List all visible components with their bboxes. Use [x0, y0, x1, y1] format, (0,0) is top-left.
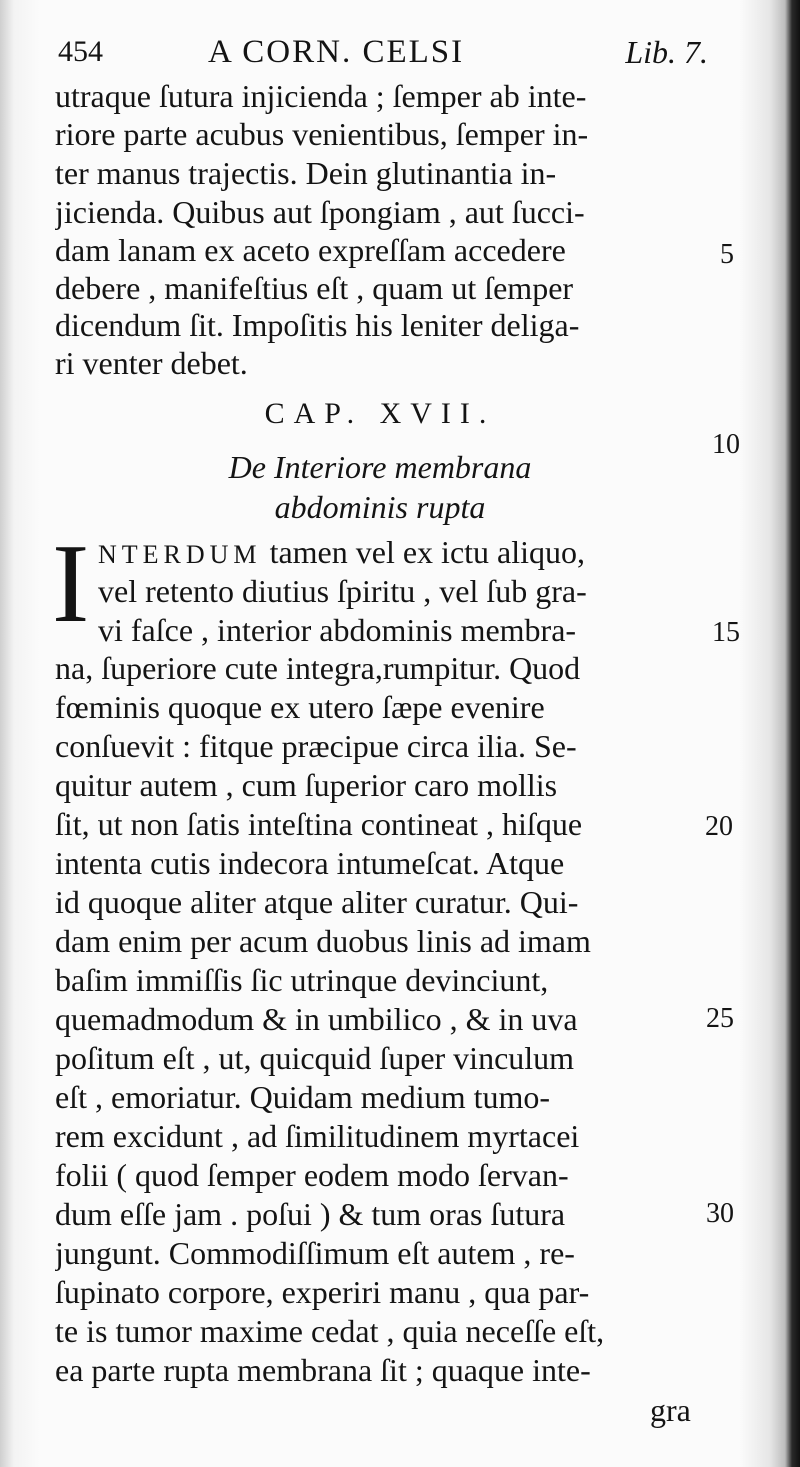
- line-number-20: 20: [705, 811, 733, 842]
- chapter-subtitle: De Interiore membrana: [228, 449, 532, 485]
- text-line: quemadmodum & in umbilico , & in uva: [55, 1001, 578, 1037]
- text-line: utraque ſutura injicienda ; ſemper ab inte-: [55, 78, 587, 114]
- text-line: debere , manifeſtius eſt , quam ut ſemper: [55, 270, 574, 306]
- chapter-heading: CAP. XVII.: [264, 397, 496, 430]
- text-line: dicendum ſit. Impoſitis his leniter deliga-: [55, 307, 580, 343]
- book-reference: Lib. 7.: [625, 34, 708, 70]
- running-title: A CORN. CELSI: [208, 34, 465, 70]
- page-header: [58, 30, 708, 74]
- chapter-subtitle: abdominis rupta: [274, 489, 486, 525]
- text-line: vi faſce , interior abdominis membra-: [98, 612, 577, 648]
- text-line: baſim immiſſis ſic utrinque devinciunt,: [55, 962, 549, 998]
- text-line: ſit, ut non ſatis inteſtina contineat , hiſque: [55, 806, 583, 842]
- text-line: ter manus trajectis. Dein glutinantia in-: [55, 155, 557, 191]
- text-line: dum eſſe jam . poſui ) & tum oras ſutura: [55, 1196, 566, 1232]
- catchword: gra: [650, 1392, 691, 1428]
- line-number-5: 5: [720, 239, 734, 270]
- first-word-smallcaps: NTERDUM: [98, 540, 262, 569]
- text-line: ſupinato corpore, experiri manu , qua par-: [55, 1274, 590, 1310]
- text-line: folii ( quod ſemper eodem modo ſervan-: [55, 1157, 569, 1193]
- text-line: ea parte rupta membrana ſit ; quaque inte-: [55, 1352, 591, 1388]
- text-line: id quoque aliter atque aliter curatur. Qui-: [55, 884, 579, 920]
- text-line: intenta cutis indecora intumeſcat. Atque: [55, 845, 565, 881]
- text-line: vel retento diutius ſpiritu , vel ſub gra-: [98, 573, 587, 609]
- line-number-10: 10: [712, 429, 740, 460]
- text-line: ri venter debet.: [55, 345, 248, 381]
- line-number-25: 25: [706, 1003, 734, 1034]
- text-line: na, ſuperiore cute integra,rumpitur. Quod: [55, 650, 581, 686]
- text-line: quitur autem , cum ſuperior caro mollis: [55, 767, 558, 803]
- first-line-rest: tamen vel ex ictu aliquo,: [261, 534, 586, 570]
- text-line: dam lanam ex aceto expreſſam accedere: [55, 232, 566, 268]
- text-line: riore parte acubus venientibus, ſemper in-: [55, 116, 589, 152]
- drop-cap: I: [52, 522, 90, 646]
- line-number-15: 15: [712, 617, 740, 648]
- text-line: rem excidunt , ad ſimilitudinem myrtacei: [55, 1118, 580, 1154]
- text-line: dam enim per acum duobus linis ad imam: [55, 923, 591, 959]
- chapter-first-line: [98, 533, 705, 571]
- page-number: 454: [58, 35, 103, 68]
- text-line: jicienda. Quibus aut ſpongiam , aut ſucci-: [55, 194, 585, 230]
- text-line: conſuevit : fitque præcipue circa ilia. Se-: [55, 728, 577, 764]
- text-line: poſitum eſt , ut, quicquid ſuper vinculum: [55, 1040, 575, 1076]
- text-line: jungunt. Commodiſſimum eſt autem , re-: [55, 1235, 575, 1271]
- text-line: fœminis quoque ex utero ſæpe evenire: [55, 689, 545, 725]
- text-line: te is tumor maxime cedat , quia neceſſe eſt,: [55, 1313, 605, 1349]
- text-line: eſt , emoriatur. Quidam medium tumo-: [55, 1079, 551, 1115]
- line-number-30: 30: [706, 1198, 734, 1229]
